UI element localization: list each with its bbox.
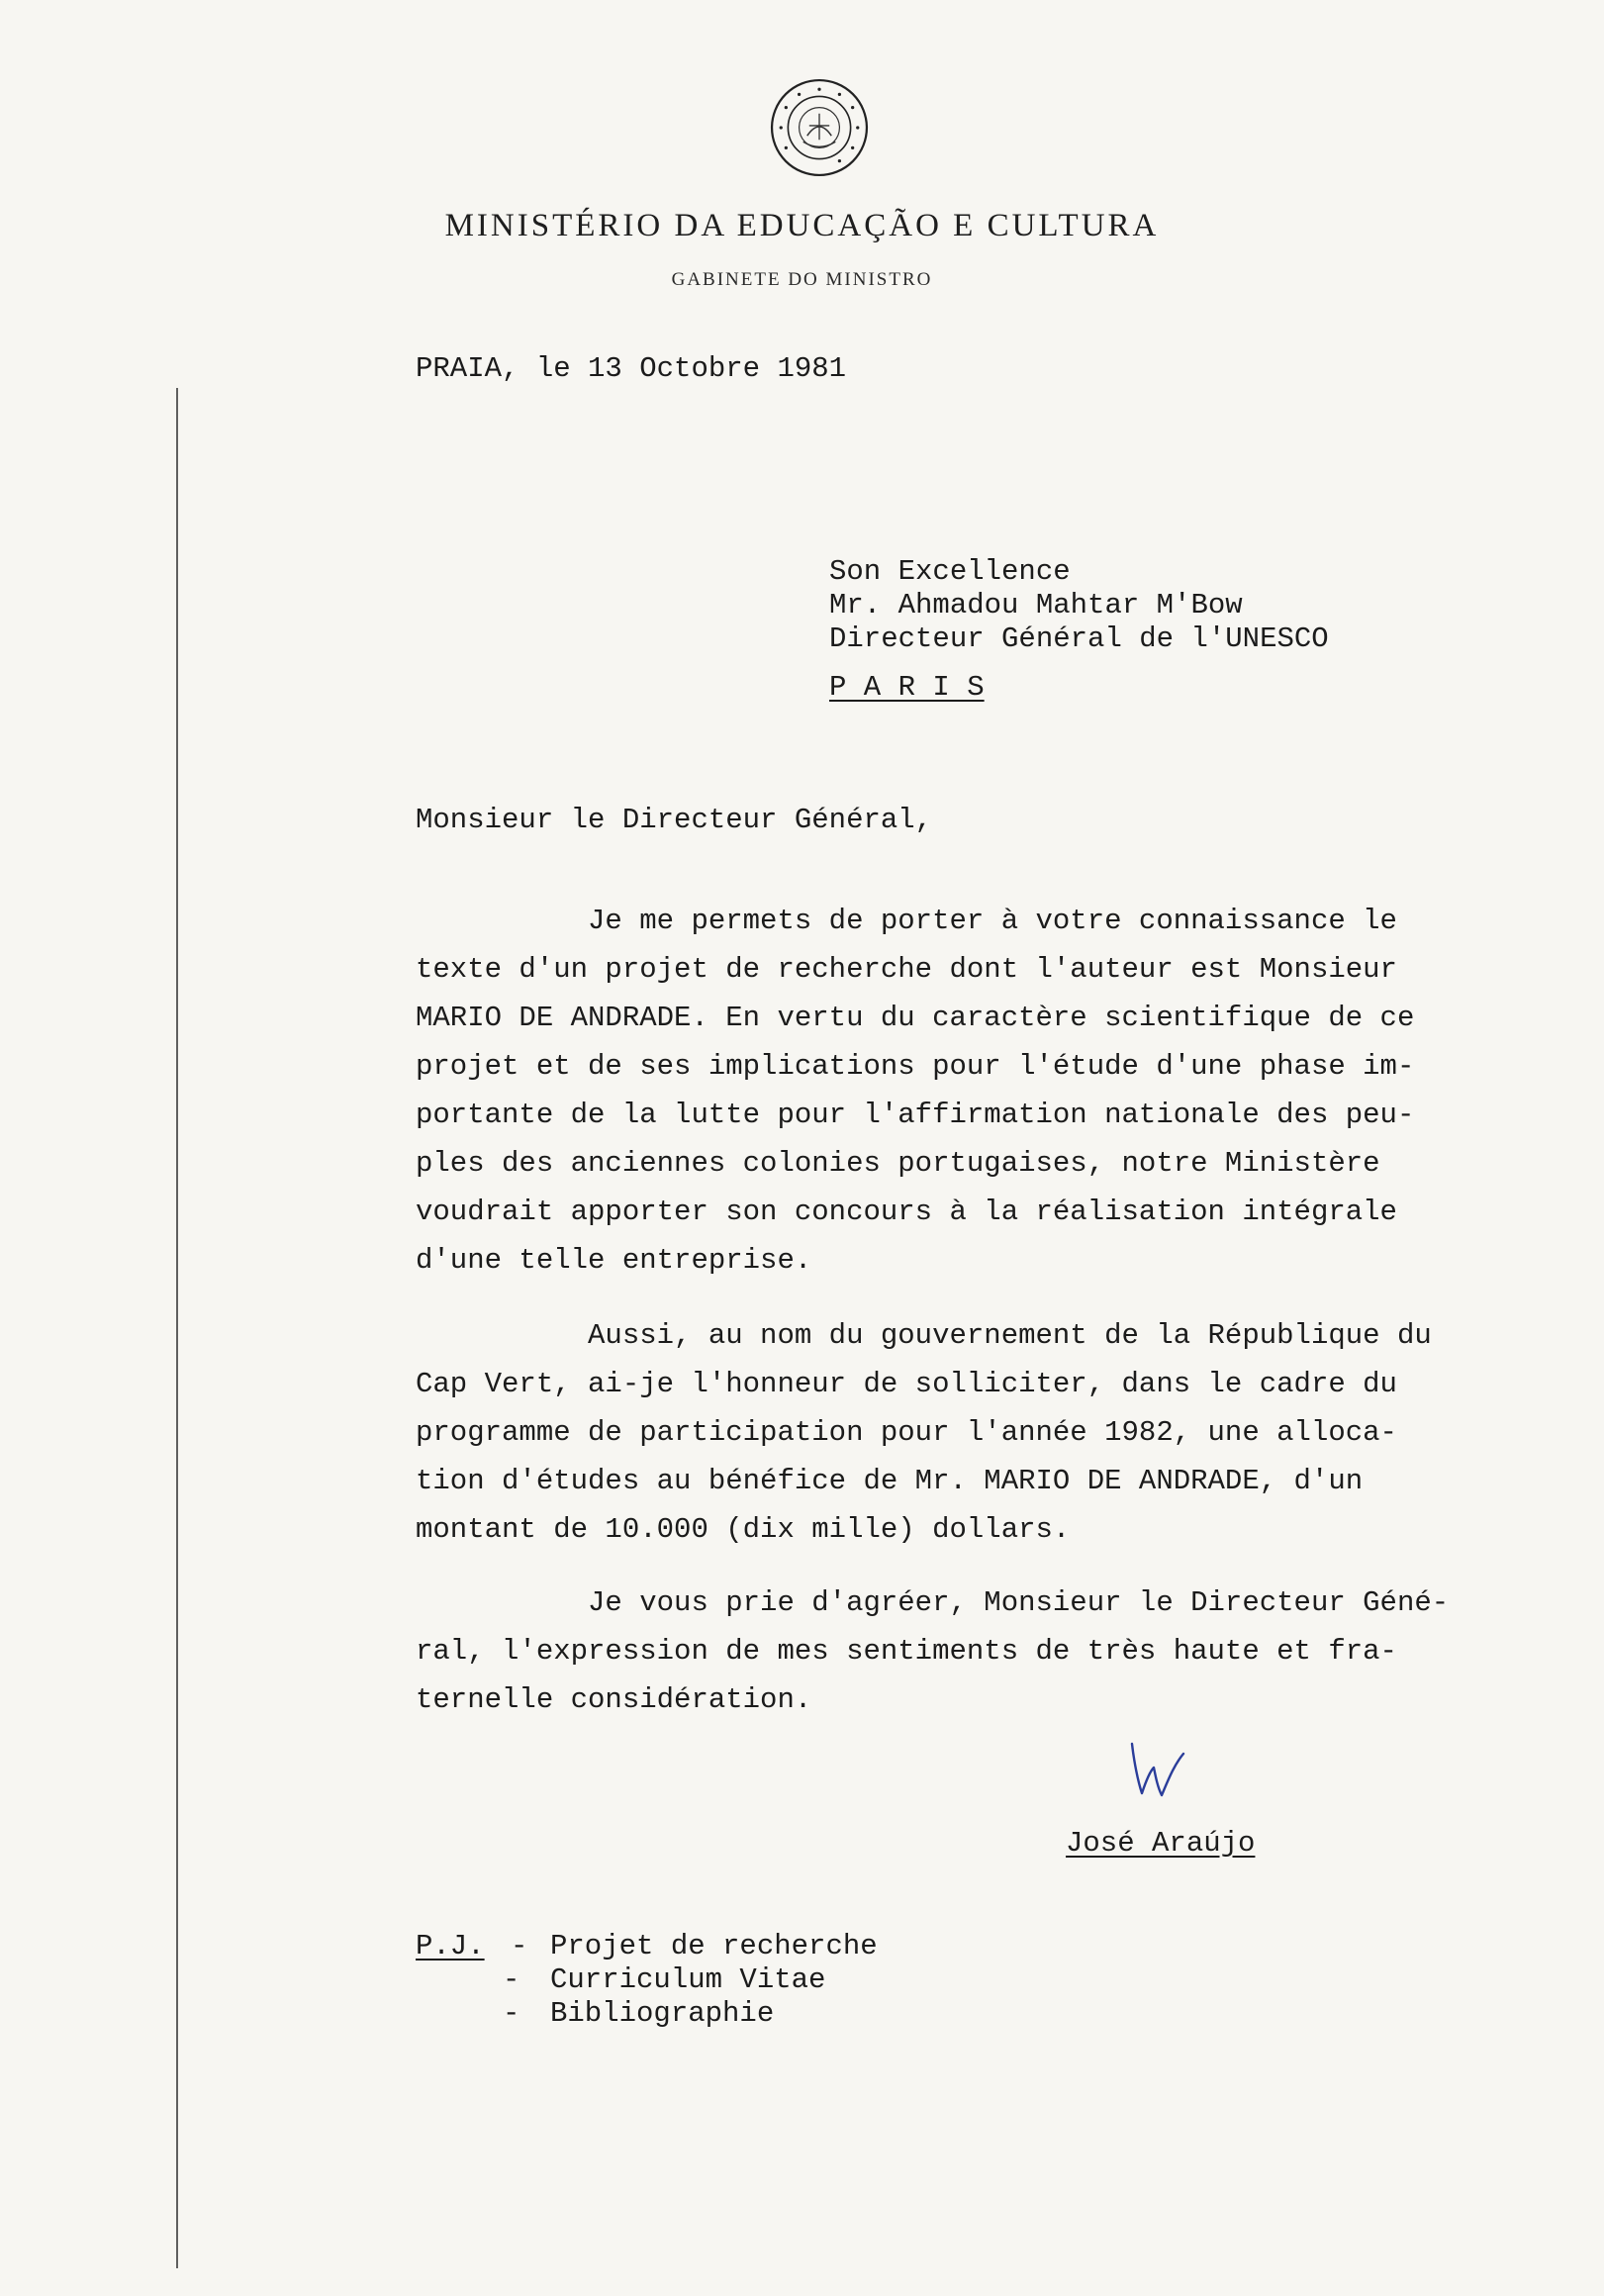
paragraph-line: Aussi, au nom du gouvernement de la République du [416,1319,1432,1352]
enclosure-item: Curriculum Vitae [550,1963,826,1996]
paragraph-line: ral, l'expression de mes sentiments de très haute et fra- [416,1635,1397,1668]
ministry-title: MINISTÉRIO DA EDUCAÇÃO E CULTURA [444,208,1160,243]
enclosure-label: P.J. [416,1930,485,1962]
paragraph-line: projet et de ses implications pour l'étude d'une phase im- [416,1050,1415,1083]
paragraph-line: Cap Vert, ai-je l'honneur de solliciter, dans le cadre du [416,1368,1397,1400]
handwritten-signature [1118,1732,1197,1811]
paragraph-line: tion d'études au bénéfice de Mr. MARIO DE ANDRADE, d'un [416,1465,1364,1497]
paragraph-line: portante de la lutte pour l'affirmation nationale des peu- [416,1099,1415,1131]
recipient-line-1: Son Excellence [829,555,1071,588]
enclosure-item: Projet de recherche [550,1930,878,1962]
paragraph-line: montant de 10.000 (dix mille) dollars. [416,1513,1071,1546]
enclosure-dash: - [503,1997,520,2030]
body-paragraph-1 [416,897,1524,1285]
paragraph-line: MARIO DE ANDRADE. En vertu du caractère scientifique de ce [416,1002,1415,1034]
paragraph-line: voudrait apporter son concours à la réalisation intégrale [416,1196,1397,1228]
enclosure-dash: - [503,1963,520,1996]
closing-paragraph [416,1578,1524,1724]
paragraph-line: ples des anciennes colonies portugaises, notre Ministère [416,1147,1380,1180]
recipient-city: P A R I S [829,671,985,704]
signatory-name: José Araújo [1066,1827,1256,1860]
paragraph-line: ternelle considération. [416,1683,812,1716]
paragraph-line: d'une telle entreprise. [416,1244,812,1277]
enclosure-item: Bibliographie [550,1997,775,2030]
enclosure-dash: - [511,1930,528,1962]
republic-seal-icon [769,77,870,178]
recipient-line-3: Directeur Général de l'UNESCO [829,622,1329,655]
recipient-line-2: Mr. Ahmadou Mahtar M'Bow [829,589,1243,622]
paragraph-line: Je vous prie d'agréer, Monsieur le Directeur Géné- [416,1586,1450,1619]
date-line: PRAIA, le 13 Octobre 1981 [416,352,847,385]
paragraph-line: texte d'un projet de recherche dont l'auteur est Monsieur [416,953,1397,986]
left-margin-rule [176,388,178,2268]
paragraph-line: Je me permets de porter à votre connaissance le [416,905,1397,937]
paragraph-line: programme de participation pour l'année 1982, une alloca- [416,1416,1397,1449]
body-paragraph-2 [416,1311,1524,1554]
office-subtitle: GABINETE DO MINISTRO [671,269,933,290]
salutation: Monsieur le Directeur Général, [416,804,933,836]
